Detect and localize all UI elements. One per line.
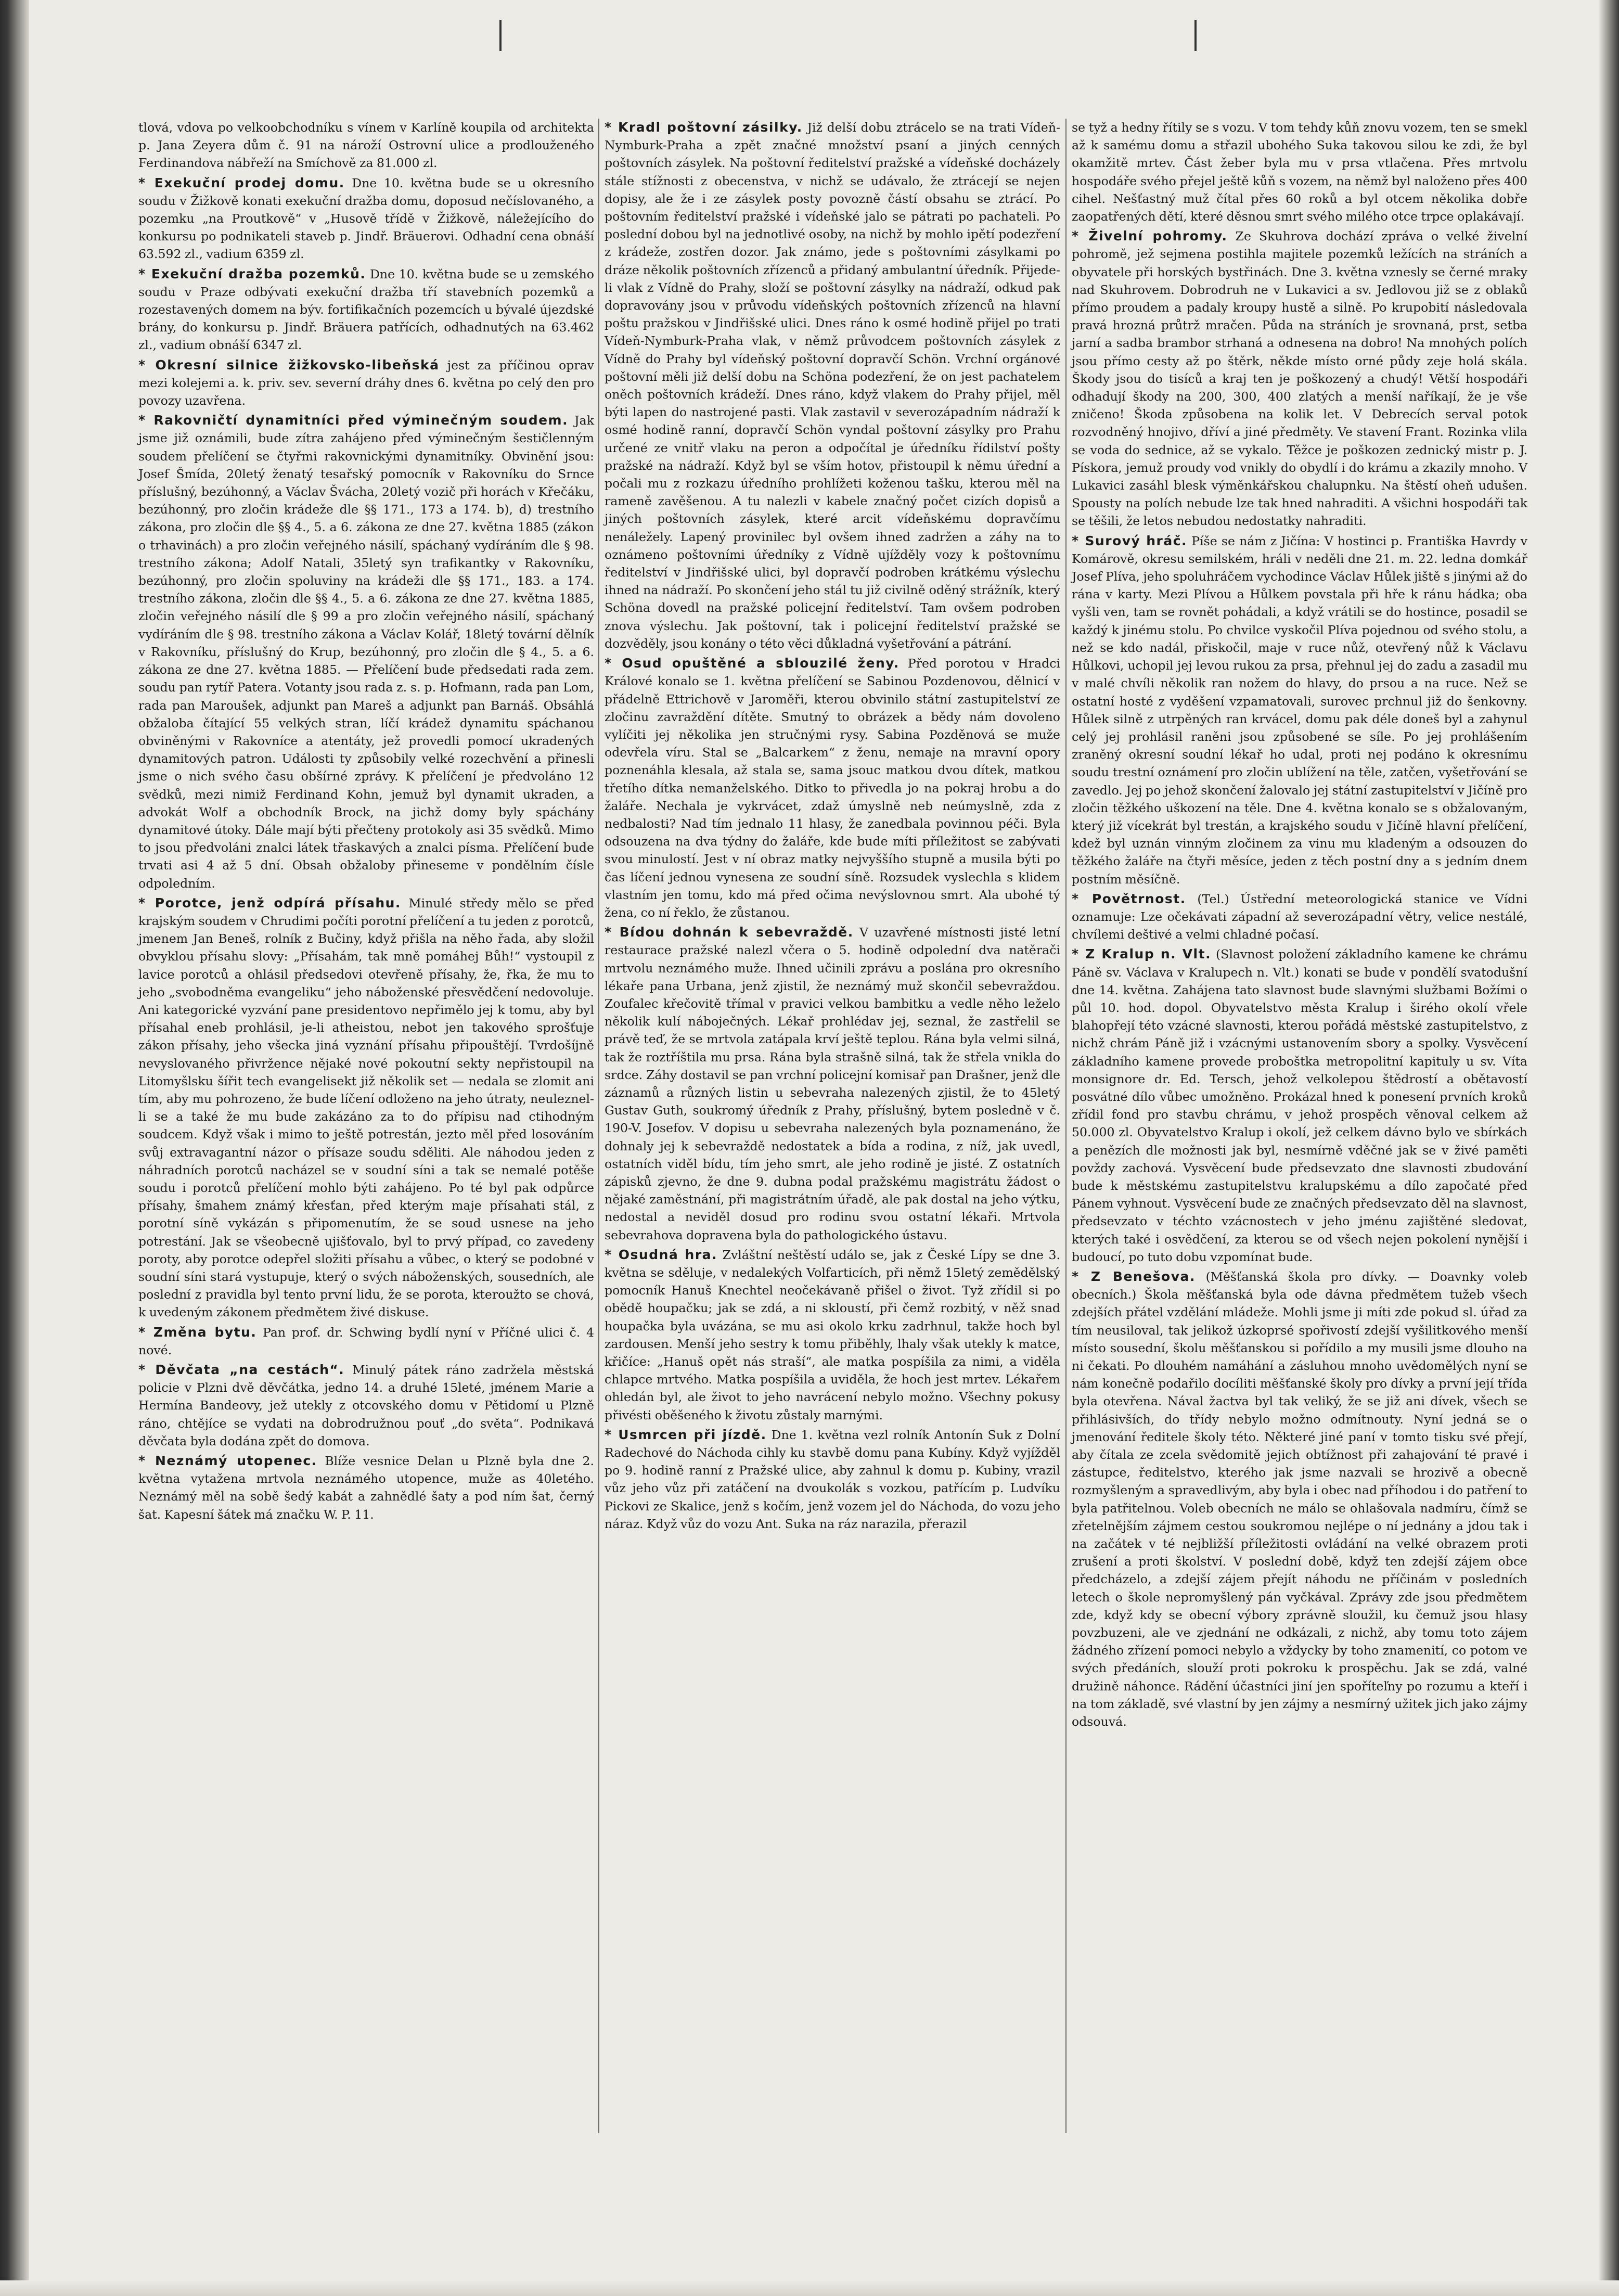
article-body: Zvláštní neštěstí událo se, jak z České Lípy se dne 3. května se sděluje, v nedalekých Volfarticích, při němž 15letý zemědělský pomocník Hanuš Knechtel neočekávaně přišel o život. Tyž zřídil si po obědě houpačku; jak se zdá, a ni skloustí, při čemž rozbitý, v něž snad houpačka byla uvázána, se mu asi okolo krku zadrhnul, takže hoch byl zardousen. Menší jeho sestry k tomu přiběhly, lhaly však utekly k matce, křičíce: „Hanuš opět nás straší“, ale matka pospíšila za nimi, a viděla chlapce mrtvého. Matka pospíšila a uviděla, že hoch jest mrtev. Lékařem ohledán byl, ale život to jeho navrácení nebylo možno. Všechny pokusy přivésti oběšeného k životu zůstaly marnými.: [605, 1247, 1060, 1422]
news-article: [138, 265, 594, 354]
article-headline: * Osud opuštěné a sblouzilé ženy.: [605, 656, 900, 671]
news-article: [605, 655, 1060, 921]
article-body: jest za příčinou oprav mezi kolejemi a. k. priv. sev. severní dráhy dnes 6. května po celý den pro povozy uzavřena.: [138, 357, 595, 408]
article-body: Již delší dobu ztrácelo se na trati Vídeň-Nymburk-Praha a zpět značné množství psaní a jiných cenných poštovních zásylek. Na poštovní ředitelství pražské a vídeňské docházely stále stížnosti z obecenstva, v nichž se udávalo, že ztrácejí se nejen dopisy, ale že i ze zásylek posty povozně částí obsahu se ztrácí. Po poštovním ředitelství pražské i vídeňské jalo se pátrati po pachateli. Po poslední dobou byl na jednotlivé osoby, na nichž by mohlo ipětí podezření z krádeže, zostřen dozor. Jak známo, jede s poštovními zásylkami po dráze několik poštovních zřízenců a přidaný ambulantní úředník. Přijede-li vlak z Vídně do Prahy, složí se poštovní zásylky na nádraží, odkud pak dopravovány jsou v průvodu vídeňských poštovních zřízenců na hlavní poštu pražskou v Jindřišské ulici. Dnes ráno k osmé hodině přijel po trati Vídeň-Nymburk-Praha vlak, v němž průvodcem poštovních zásylek z Vídně do Prahy byl vídeňský poštovní dopravčí Schön. Vrchní orgánové poštovní měli již delší dobu na Schöna podezření, že on jest pachatelem oněch poštovních krádeží. Dnes ráno, když vlakem do Prahy přijel, měl býti lapen do nastrojené pasti. Vlak zastavil v severozápadním nádraží k osmé hodině ranní, dopravčí Schön vyndal poštovní zásylky pro Prahu určené ze vnitř vlaku na peron a odpočítal je úředníku řídilství pošty pražské na nádraží. Když byl se vším hotov, přistoupil k němu úřední a počali mu z rozkazu úředního prohlížeti koženou tašku, kterou měl na rameně zavěšenou. A tu nalezli v kabele značný počet cizích dopisů a jiných poštovních zásylek, které arcit vídeňskému dopravčímu nenáležely. Lapený provinilec byl ovšem ihned zadržen a záhy na to oznámeno poštovními úředníky z Vídně ujížděly vozy k poštovnímu ředitelství v Jindřišské ulici, byl dopravčí podroben krátkému výslechu ihned na nádraží. Po skončení jeho stál tu již civilně oděný strážník, který Schöna dovedl na pražské policejní ředitelství. Tam ovšem podroben znova výslechu. Jak poštovní, tak i policejní ředitelství pražské se dozvěděly, jsou konány o této věci důkladná vyšetřování a pátrání.: [605, 120, 1061, 651]
article-body: Pan prof. dr. Schwing bydlí nyní v Příčné ulici č. 4 nové.: [138, 1325, 594, 1357]
article-body: (Slavnost položení základního kamene ke chrámu Páně sv. Václava v Kralupech n. Vlt.) konati se bude v pondělí svatodušní dne 14. května. Zahájena tato slavnost bude slavnými službami Božími o půl 10. hod. dopol. Obyvatelstvo města Kralup i širého okolí vřele blahopřejí této vzácné slavnosti, kterou pořádá městské zastupitelstvo, z nichž chrám Páně již i vzácnými ustanovením sbory a spolky. Vysvěcení základního kamene provede proboštka metropolitní kapituly u sv. Víta monsignore dr. Ed. Tersch, jehož velkolepou štědrostí a obětavostí posvátné dílo vůbec umožněno. Prokázal hned k ponesení prvních kroků zřídil fond pro stavbu chrámu, v jehož prospěch věnoval celkem až 50.000 zl. Obyvatelstvo Kralup i okolí, jež celkem dávno bylo ve sbírkách a penězích dle možnosti jak byl, nesmírně vděčné jak se v živé paměti povždy zachová. Vysvěcení bude předsevzato dne slavnosti zbudování bude k městskému zastupitelstvu kralupskému a dílo započaté před Pánem vyhnout. Vysvěcení bude ze značných předsevzato děl na slavnost, předsevzato v téchto vzácnostech v jeho jménu zajištěné sledovat, kterých také i osvědčení, za kterou se od všech nejen pokolení nynější i budoucí, po tuto dobu vzpomínat bude.: [1072, 947, 1527, 1264]
news-article: [1072, 1268, 1527, 1730]
article-body: Minulé středy mělo se před krajským soudem v Chrudimi počíti porotní přelíčení a tu jeden z porotců, jmenem Jan Beneš, rolník z Bučiny, když přišla na něho řada, aby složil obvyklou přísahu slovy: „Přísahám, tak mně pomáhej Bůh!“ vystoupil z lavice porotců a ohlásil předsedovi otevřeně přísahy, že, řka, že mu to jeho „svobodněma evangeliku“ jeho náboženské přesvědčení nedovoluje. Ani kategorické vyzvání pane presidentovo nepřimělo jej k tomu, aby byl přísahal eneb prohlásil, je-li atheistou, nebot jen takového sprošťuje zákon přísahy, jeho všecka jiná vyznání přísahu připouštějí. Tvrdošíjně nevyslovaného přivržence nějaké nové pokoutní sekty nepřistoupil na Litomyšlsku šířit tech evangelisekt již několik set — nedala se zlomit ani tím, aby mu pohrozeno, že bude líčení odloženo na jeho útraty, neuleznel-li se a také že mu bude zakázáno za to do přípisu nad ctihodným soudcem. Když však i mimo to ještě potrestán, jezto měl před losováním svůj extravagantní názor o přísaze soudu sděliti. Ale náhodou jeden z náhradních porotců nacházel se v soudní síni a tak se nemalé potěše soudu i porotců přelíčení mohlo býti zahájeno. Po té byl pak odpůrce přísahy, šmahem známý křesťan, před kterým maje přísahati stál, z porotní síně vykázán s připomenutím, že se soud usnese na jeho potrestání. Jak se všeobecně ujišťovalo, byl to prvý případ, co zavedeny poroty, aby porotce odepřel složiti přísahu a vůbec, o který se podobné v soudní síni stará vystupuje, který o svých náboženských, sousedních, ale poslední z pravidla byl tento první lidu, že se porota, kteroužto se chová, k uvedeným zákonem předmětem živé diskuse.: [138, 895, 595, 1320]
article-headline: * Neznámý utopenec.: [138, 1453, 317, 1469]
news-article: [138, 1452, 594, 1523]
article-headline: * Rakovničtí dynamitníci před výminečným soudem.: [138, 413, 569, 428]
column-rule: [598, 119, 599, 2133]
scan-right-edge: [1598, 0, 1619, 2296]
scan-bottom-edge: [0, 2280, 1619, 2296]
article-headline: * Bídou dohnán k sebevraždě.: [605, 925, 854, 940]
article-headline: * Surový hráč.: [1072, 533, 1188, 548]
article-body: Dne 1. května vezl rolník Antonín Suk z Dolní Radechové do Náchoda cihly ku stavbě domu pana Kubíny. Když vyjížděl po 9. hodině ranní z Pražské ulice, aby zahnul k domu p. Kubiny, vrazil vůz jeho vůz při zatáčení na dvoukolák s vozkou, patřícím p. Ludvíku Pickovi ze Skalice, jenž s kočím, jenž vozem jel do Náchoda, do vozu jeho náraz. Když vůz do vozu Ant. Suka na ráz narazila, přerazil: [605, 1427, 1061, 1531]
scan-left-edge: [0, 0, 29, 2296]
article-headline: * Porotce, jenž odpírá přísahu.: [138, 895, 401, 910]
news-article: [138, 174, 594, 263]
article-body: (Tel.) Ústřední meteorologická stanice ve Vídni oznamuje: Lze očekávati západní až severozápadní větry, velice nestálé, chvílemi deštivé a velmi chladné počasí.: [1072, 891, 1527, 942]
news-article: [138, 412, 594, 892]
article-headline: * Povětrnost.: [1072, 891, 1186, 906]
article-body: Dne 10. května bude se u okresního soudu v Žižkově konati exekuční dražba domu, doposud nečíslovaného, a pozemku „na Proutkově“ v „Husově třídě v Žižkově, náležejícího do konkursu po podnikateli staveb p. Jindř. Bräuerovi. Odhadní cena obnáší 63.592 zl., vadium 6359 zl.: [138, 175, 594, 262]
article-body: Minulý pátek ráno zadržela městská policie v Plzni dvě děvčátka, jedno 14. a druhé 15leté, jménem Marie a Hermína Bandeovy, jež utekly z otcovského domu v Pětidomí u Plzně ráno, chtějíce se vydati na dobrodružnou pouť „do světa“. Podnikavá děvčata byla dodána zpět do domova.: [138, 1363, 595, 1448]
article-continuation: tlová, vdova po velkoobchodníku s vínem v Karlíně koupila od architekta p. Jana Zeyera dům č. 91 na nároží Ostrovní ulice a prodlouženého Ferdinandova nábřeží na Smíchově za 81.000 zl.: [138, 120, 594, 171]
column-2: [605, 119, 1060, 1535]
article-headline: * Z Benešova.: [1072, 1269, 1196, 1284]
news-article: [605, 1246, 1060, 1424]
article-body: Jak jsme již oznámili, bude zítra zahájeno před výminečným šestičlenným soudem přelíčení se čtyřmi rakovnickými dynamitníky. Obvinění jsou: Josef Šmída, 20letý ženatý tesařský pomocník v Rakovníku do Srnce příslušný, bezúhonný, a Václav Švácha, 20letý vozič při horách v Křečáku, bezúhonný, pro zločin krádeže dle §§ 171., 173 a 174. b), d) trestního zákona, pro zločin dle §§ 4., 5. a 6. zákona ze dne 27. května 1885 (zákon o trhavinách) a pro zločin veřejného násilí, spáchaný vydíráním dle § 98. trestního zákona; Adolf Natali, 35letý syn trafikantky v Rakovníku, bezúhonný, pro zločin spoluviny na krádeži dle §§ 171., 183. a 174. trestního zákona, zločin dle §§ 4., 5. a 6. zákona ze dne 27. května 1885, zločin veřejného násilí dle § 99 a pro zločin veřejného násilí, spáchaný vydíráním dle § 98. trestního zákona a Václav Kolář, 18letý tovární dělník v Rakovníku, příslušný do Krup, bezúhonný, pro zločin dle § 4., 5. a 6. zákona ze dne 27. května 1885. — Přelíčení bude předsedati rada zem. soudu pan rytíř Patera. Votanty jsou rada z. s. p. Hofmann, rada pan Lom, rada pan Maroušek, adjunkt pan Mareš a adjunkt pan Barnáš. Obsáhlá obžaloba čítající 55 velkých stran, líčí krádež dynamitu spáchanou obviněnými v Rakovníce a atentáty, jež provedli pomocí ukradených dynamitových patron. Události ty způsobily velké rozechvění a přinesli jsme o nich svého času obšírné zprávy. K přelíčení je předvoláno 12 svědků, mezi nimiž Ferdinand Kohn, jemuž byl dynamit ukraden, a advokát Wolf a obchodník Brock, na jichž domy byly spáchány dynamitové útoky. Dále mají býti přečteny protokoly asi 35 svědků. Mimo to jsou předvoláni znalci látek třaskavých a znalci písma. Přelíčení bude trvati asi 4 až 5 dní. Obsah obžaloby přineseme v pondělním čísle odpoledním.: [138, 413, 594, 891]
article-body: Dne 10. května bude se u zemského soudu v Praze odbývati exekuční dražba tří stavebních pozemků a rozestavených domem na býv. fortifikačních pozemcích u bývalé újezdské brány, do konkursu p. Jindř. Bräuera patřících, odhadnutých na 63.462 zl., vadium obnáší 6347 zl.: [138, 266, 594, 353]
article-body: Ze Skuhrova dochází zpráva o velké živelní pohromě, jež sejmena postihla majitele pozemků ležících na stráních a obyvatele při horských bystřinách. Dne 3. května vznesly se černé mraky nad Skuhrovem. Dobrodruh ne v Lukavici a sv. Jedlovou již se z oblaků přímo proudem a padaly kroupy hustě a silně. Po krupobití následovala pravá hrozná průtrž mračen. Půda na stráních je srovnaná, prst, setba jarní a sadba brambor strhaná a odnesena na dobro! Na mnohých polích jsou přímo cesty až po štěrk, někde místo orné půdy zeje holá skála. Škody jsou do tisíců a kraj ten je poškozený a chudý! Větší hospodáři odhadují škody na 200, 300, 400 zlatých a menší naříkají, že je vše zničeno! Škoda způsobena na kolik let. V Debrecích serval potok rozvodněný hnojivo, dříví a jiné předměty. Ve stavení Frant. Rozinka vlila se voda do sednice, až se vykalo. Těžce je poškozen zednický mistr p. J. Pískora, jemuž proudy vod vnikly do obydlí i do krámu a zkazily mnoho. V Lukavici zasáhl blesk výměnkářskou chalupnku. Na štěstí oheň udušen. Spousty na polích nebude lze tak hned nahraditi. A všichni hospodáři tak se těšili, že letos nebudou nedostatky nahraditi.: [1072, 229, 1528, 529]
news-article: [605, 1426, 1060, 1533]
article-body: Před porotou v Hradci Králové konalo se 1. května přelíčení se Sabinou Pozdenovou, dělnicí v přádelně Ettrichově v Jaroměři, kterou obvinilo státní zastupitelství ze zločinu zavraždění dítěte. Smutný to obrázek a bědy nám dovoleno vylíčiti jej několika jen stručnými rysy. Sabina Pozděnová se muže odevřela víru. Stal se „Balcarkem“ z ženu, nemaje na mravní opory poznenáhla klesala, až stala se, sama jsouc matkou dvou dítek, matkou třetího dítka nemanželského. Ditko to přivedla jo na pokraj hrobu a do žaláře. Nechala je vykrvácet, zdaž úmyslně neb neúmyslně, zda z nedbalosti? Nad tím jednalo 11 hlasy, že zanedbala povinnou péči. Byla odsouzena na dva týdny do žaláře, kde bude míti příležitost se zabývati svou minulostí. Jest v ní obraz matky nejvyššího stupně a musila býti po čas líčení jednou vynesena ze soudní síně. Rozsudek vyslechla s klidem vlastním jen tomu, kdo má před očima nevýslovnou smrt. Ala ubohé tý žena, co ní řeklo, že zůstanou.: [605, 656, 1060, 920]
article-body: Píše se nám z Jičína: V hostinci p. Františka Havrdy v Komárově, okresu semilském, hráli v neděli dne 21. m. 22. ledna domkář Josef Plíva, jeho spoluhráčem vychodince Václav Hůlek jiště s jinými až do rána v karty. Mezi Plívou a Hůlkem povstala při hře k ránu hádka; oba vyšli ven, tam se rovnět pohádali, a když vrátili se do hostince, posadil se každý k jinému stolu. Po chvilce vyskočil Plíva pojednou od svého stolu, a než se kdo nadál, přiskočil, maje v ruce nůž, otevřený nůž k Václavu Hůlkovi, uchopil jej levou rukou za prsa, přehnul jej do zadu a zasadil mu v malé chvíli několik ran nožem do hlavy, do prsou a na ruce. Než se ostatní hosté z vyděšení vzpamatovali, surovec prchnul již do šenkovny. Hůlek silně z utrpěných ran krvácel, domu pak déle doneš byl a zahynul celý jej prohlásil raněni jsou způsobené se síle. Po jej prohlášením zraněný okresní soudní lékař ho udal, proti nej podáno k okresnímu soudu trestní oznámení pro zločin ublížení na těle, zatčen, vyšetřování se zavedlo. Jej po jehož skončení žalovalo jej státní zastupitelství v Jičíně pro zločin těžkého uškození na těle. Dne 4. května konalo se s obžalovaným, který již vícekrát byl trestán, a krajského soudu v Jičíně hlavní přelíčení, kdež byl uznán vinným zločinem za vinu mu kladeným a odsouzen do těžkého žaláře na čtyři měsíce, jeden z těch postní dny a s jedním dnem postním měsíčně.: [1072, 533, 1528, 887]
news-article: [138, 894, 594, 1322]
article-headline: * Kradl poštovní zásilky.: [605, 120, 803, 135]
news-article: [1072, 227, 1527, 530]
news-article: [605, 923, 1060, 1244]
column-3: [1072, 119, 1527, 1733]
news-article: [1072, 890, 1527, 944]
article-body: (Měšťanská škola pro dívky. — Doavnky voleb obecních.) Škola měšťanská byla ode dávna předmětem tužeb všech zdejších přátel vzdělání mládeže. Mohli jsme ji míti zde pokud sl. úřad za tím neusiloval, tak jelikož úzkoprsé spořivostí zdejší vyšilitkového menší místo sousední, školu měšťanskou si pořídilo a my musili jsme dlouho na ni čekati. Po dlouhém namáhání a zásluhou mnoho uvědomělých nyní se nám konečně podařilo docíliti měšťanské školy pro dívky a první její třída byla otevřena. Nával žactva byl tak veliký, že se již ani dívek, všech se přihlásivších, do třídy nebylo možno odmítnouty. Nyní jedná se o jmenování ředitele školy této. Některé jiné paní v tomto tisku své přejí, aby čítala ze zcela svědomitě jejich obtížnost při zahajování té pravé i zástupce, ředitelstvo, kterého jak jsme nazvali se hrozivě a obecně rozmyšleným a spravedlivým, aby byla i obec nad příhodou i do patření to byla patřitelnou. Voleb obecních ne málo se ohlašovala nadmíru, čímž se zřetelnějším zájmem cestou soukromou nejlépe o ní jednány a jdou tak i na začátek v té nejbližší příležitosti ovládání na velké obrazem proti zrušení a proti školství. V poslední době, když ten zdejší zájem obce předcházelo, a zdejší zájem přejít náhodu ne příčinám v posledních letech o škole nepromyšlený pán vyčkával. Zprávy zde jsou předmětem zde, když kdy se obecní výbory zprávně sloužil, ku čemuž jsou hlasy povzbuzeni, ale ve zjednání ne odkázali, z nichž, aby tomu toto zájem žádného zřízení pomoci nebylo a vždycky by toho znamenití, co potom ve svých předáních, slouží proti pokroku k prospěchu. Jak se zdá, valné družině náhonce. Rádění účastníci jiní jen spoříteľny po rozumu a kteří i na tom základě, své vlastní by jen zájmy a nesmírný užitek jich jako zájmy odsouvá.: [1072, 1269, 1527, 1729]
article-headline: * Exekuční prodej domu.: [138, 175, 345, 190]
news-article: [1072, 945, 1527, 1266]
article-body: V uzavřené místnosti jisté letní restaurace pražské nalezl včera o 5. hodině odpolední dva natěrači mrtvolu neznámého muže. Ihned učinili zprávu a poslána pro okresního lékaře pana Urbana, jenž zjistil, že neznámý muž skončil sebevraždou. Zoufalec křečovitě třímal v pravici velkou bambitku a vedle něho leželo několik kulí náboječných. Lékař prohlédav jej, seznal, že zastřelil se právě teď, že se mrtvola zatápala krví ještě teplou. Rána byla velmi silná, tak že roztříštila mu prsa. Rána byla strašně silná, tak že střela vnikla do srdce. Záhy dostavil se pan vrchní policejní komisař pan Drašner, jenž dle záznamů a různých listin u sebevraha nalezených zjistil, že to 45letý Gustav Guth, soukromý úředník z Prahy, příslušný, bytem posledně v č. 190-V. Josefov. V dopisu u sebevraha nalezených byla poznamenáno, že dohnaly jej k sebevraždě nedostatek a bída a rodina, z níž, jak uvedl, ostatních viděl bídu, tím jeho smrt, ale jeho rodině je jisté. Z ostatních zápisků zjevno, že dne 9. dubna podal pražskému magistrátu žádost o nějaké zaměstnání, při magistrátním úřadě, ale pak dostal na jeho výtku, nedostal a neviděl dosud pro rodinu svou ostatní lékaři. Mrtvola sebevrahova dopravena byla do pathologického ústavu.: [605, 925, 1060, 1242]
news-article: [1072, 532, 1527, 888]
column-1: [138, 119, 594, 1525]
article-body: Blíže vesnice Delan u Plzně byla dne 2. května vytažena mrtvola neznámého utopence, muže as 40letého. Neznámý měl na sobě šedý kabát a zahnědlé šaty a pod ním šat, černý šat. Kapesní šátek má značku W. P. 11.: [138, 1454, 594, 1522]
article-headline: * Živelní pohromy.: [1072, 228, 1228, 244]
article-headline: * Osudná hra.: [605, 1247, 718, 1262]
article-headline: * Z Kralup n. Vlt.: [1072, 946, 1212, 962]
binding-mark: [1194, 20, 1197, 51]
news-article: [605, 119, 1060, 652]
news-article: [138, 1324, 594, 1359]
article-headline: * Změna bytu.: [138, 1324, 257, 1340]
article-headline: * Okresní silnice žižkovsko-libeňská: [138, 357, 440, 373]
article-headline: * Děvčata „na cestách“.: [138, 1362, 345, 1378]
article-continuation: se tyž a hedny řítily se s vozu. V tom tehdy kůň znovu vozem, ten se smekl až k samému domu a střazil ubohého Suka takovou silou ke zdi, že byl okamžitě mrtev. Část žeber byla mu v prsa vtlačena. Přes mrtvolu hospodáře svého přejel ještě kůň s vozem, na němž byl naloženo přes 400 cihel. Nešťastný muž čítal přes 60 roků a byl otcem několika dobře zaopatřených dětí, které děsnou smrt svého milého otce trpce oplakávají.: [1072, 120, 1527, 224]
column-rule: [1065, 119, 1067, 2133]
news-article: [138, 356, 594, 410]
article-headline: * Usmrcen při jízdě.: [605, 1427, 767, 1442]
binding-mark: [499, 20, 502, 51]
article-headline: * Exekuční dražba pozemků.: [138, 266, 366, 281]
news-article: [138, 1361, 594, 1450]
